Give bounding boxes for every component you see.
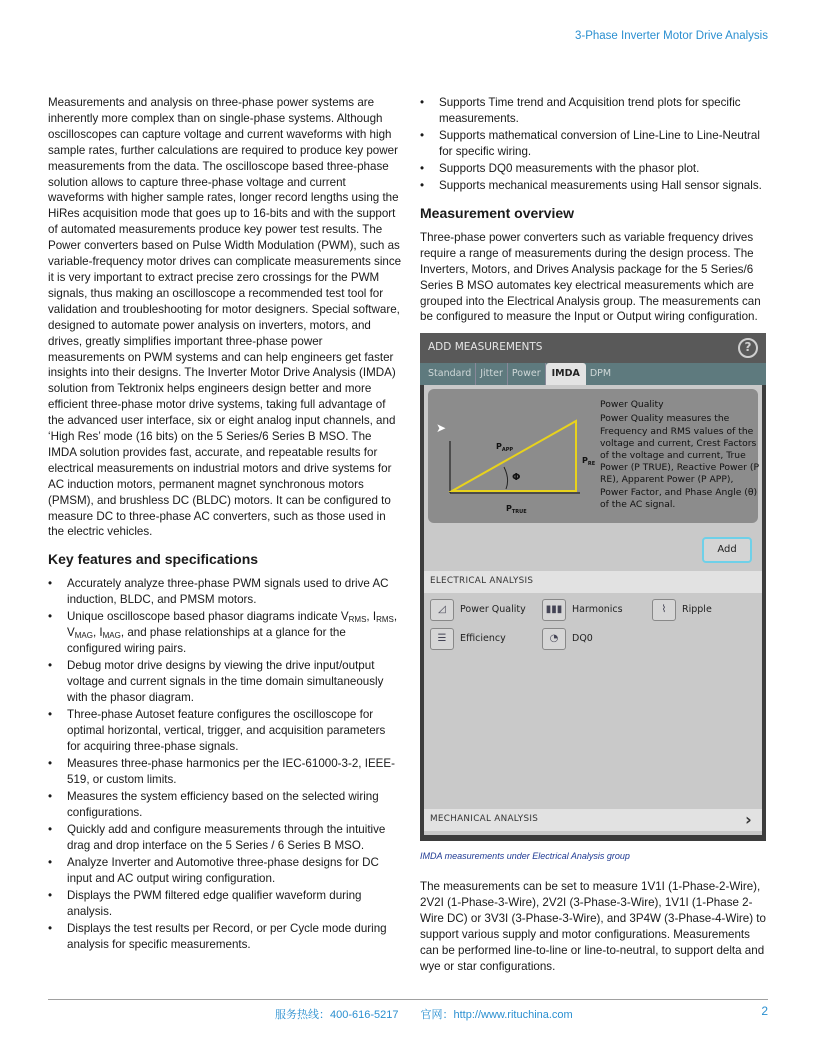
feature-item: • Debug motor drive designs by viewing the drive input/output voltage and current signals in the time domain simultaneously with the phasor diagram. — [48, 658, 402, 706]
feature-item: • Displays the test results per Record, or per Cycle mode during analysis for specific measurements. — [48, 921, 402, 953]
feature-text: , and phase relationships at a glance for the configured wiring pairs. — [67, 626, 346, 656]
mechanical-analysis-label: MECHANICAL ANALYSIS — [430, 814, 539, 825]
add-measurements-screenshot — [420, 333, 766, 841]
description-text: Power Quality measures the Frequency and RMS values of the voltage and current, Crest Factors of the voltage and current, True Power (P TRUE), Reactive Power (P RE), Apparent Power (P APP), Power Factor, and Phase Angle (θ) of the AC signal. — [600, 413, 759, 510]
tab-standard[interactable]: Standard — [424, 363, 476, 385]
help-icon[interactable]: ? — [738, 338, 758, 358]
feature-item: • Displays the PWM filtered edge qualifier waveform during analysis. — [48, 888, 402, 920]
feature-item: • Quickly add and configure measurements through the intuitive drag and drop interface on the 5 Series / 6 Series B MSO. — [48, 822, 402, 854]
key-features-heading: Key features and specifications — [48, 551, 259, 568]
footer-divider — [48, 999, 768, 1000]
harmonics-icon: ▮▮▮ — [542, 599, 566, 621]
running-header: 3-Phase Inverter Motor Drive Analysis — [574, 30, 768, 42]
description-box — [428, 389, 758, 523]
measurement-label: Efficiency — [460, 633, 506, 645]
measurement-label: Power Quality — [460, 604, 526, 616]
dialog-titlebar — [420, 333, 766, 363]
power-triangle-diagram — [428, 389, 598, 523]
features-list — [48, 576, 402, 953]
feature-text: , I — [366, 610, 377, 624]
mouse-cursor-icon: ➤ — [436, 421, 447, 436]
measurement-harmonics[interactable] — [542, 599, 623, 621]
measurement-efficiency[interactable] — [430, 628, 506, 650]
measurement-label: Ripple — [682, 604, 712, 616]
support-item: • Supports mathematical conversion of Line-Line to Line-Neutral for specific wiring. — [420, 128, 768, 160]
feature-item: • Accurately analyze three-phase PWM signals used to drive AC induction, BLDC, and PMSM motors. — [48, 576, 402, 608]
measurement-power-quality[interactable] — [430, 599, 526, 621]
right-column — [420, 95, 768, 975]
electrical-analysis-header[interactable]: ELECTRICAL ANALYSIS — [424, 571, 762, 593]
feature-item: • Analyze Inverter and Automotive three-phase designs for DC input and AC output wiring configuration. — [48, 855, 402, 887]
page-number: 2 — [761, 1004, 768, 1018]
measurement-tabs — [420, 363, 766, 385]
description-title: Power Quality — [600, 399, 664, 411]
subscript: RMS — [348, 615, 367, 625]
overview-paragraph: Three-phase power converters such as variable frequency drives require a range of measurements during the design process. The Inverters, Motors, and Drives Analysis package for the 5 Series/6 Series B MSO automates key electrical measurements which are grouped into the Electrical Analysis group. The measurements can be configured to measure the Input or Output wiring configuration. — [420, 230, 761, 324]
mechanical-analysis-header[interactable] — [424, 809, 762, 831]
subscript: MAG — [74, 631, 93, 641]
support-item: • Supports mechanical measurements using Hall sensor signals. — [420, 178, 768, 194]
measurement-overview-heading: Measurement overview — [420, 205, 575, 221]
phi-label: Φ — [512, 472, 521, 484]
left-column — [48, 95, 402, 954]
intro-paragraph: Measurements and analysis on three-phase power systems are inherently more complex than on single-phase systems. Although oscilloscopes can capture voltage and current waveforms with high sample rates, further calculations are required to produce key power measurements from the data. The oscilloscope based three-phase solution allows to capture three-phase voltage and current waveforms with higher sample rates, longer record lengths using the HiRes acquisition mode that goes up to 16-bits and with the support of automated measurements produce key power test results. The Power converters based on Pulse Width Modulation (PWM), such as variable-frequency motor drives can complicate measurements since it is very important to extract precise zero crossings for the PWM signals, thus making an oscilloscope a recommended test tool for validation and troubleshooting for motor designers. Special software, designed to automate power analysis on inverters, motors, and drives, greatly simplifies important three-phase power measurements on PWM systems and can help engineers get faster insights into their designs. The Inverter Motor Drive Analysis (IMDA) solution from Tektronix helps engineers design better and more efficient three-phase motor drive systems, taking full advantage of the advanced user interface, six or eight analog input channels, and ‘High Res’ mode (16 bits) on the 5 Series/6 Series B MSO. The IMDA solution provides fast, accurate, and repeatable results for electrical measurements on industrial motors and drive systems for AC induction motors, permanent magnet synchronous motors (PMSM), and brushless DC (BLDC) motors. It can be configured to measure DC to three-phase AC converters, such as those used in the electric vehicles. — [48, 96, 402, 539]
tab-imda[interactable]: IMDA — [546, 363, 586, 385]
measurement-ripple[interactable] — [652, 599, 712, 621]
dq0-icon: ◔ — [542, 628, 566, 650]
p-true-label: $P_{TRUE}$ — [506, 504, 527, 516]
support-item: • Supports Time trend and Acquisition trend plots for specific measurements. — [420, 95, 768, 127]
add-button[interactable]: Add — [702, 537, 752, 563]
measurement-label: DQ0 — [572, 633, 593, 645]
p-app-label: $P_{APP}$ — [496, 442, 514, 454]
imda-panel — [424, 385, 762, 835]
chevron-right-icon[interactable]: › — [745, 810, 752, 830]
wiring-paragraph: The measurements can be set to measure 1V1I (1-Phase-2-Wire), 2V2I (1-Phase-3-Wire), 2V2I (3-Phase-3-Wire), 1V1I (1-Phase 2-Wire DC) or 3V3I (3-Phase-3-Wire), and 3P4W (3-Phase-4-Wire) to support various supply and motor configurations. Measurements can be performed line-to-line or line-to-neutral, to support delta and wye or star configurations. — [420, 880, 766, 973]
support-list — [420, 95, 768, 194]
support-item: • Supports DQ0 measurements with the phasor plot. — [420, 161, 768, 177]
tab-jitter[interactable]: Jitter — [476, 363, 508, 385]
measurement-dq0[interactable] — [542, 628, 593, 650]
ripple-icon: ⌇ — [652, 599, 676, 621]
feature-item: • Three-phase Autoset feature configures the oscilloscope for optimal horizontal, vertical, trigger, and acquisition parameters for acquiring three-phase signals. — [48, 707, 402, 755]
p-re-label: $P_{RE}$ — [582, 456, 596, 468]
phase-angle-arc — [504, 467, 508, 489]
figure-caption: IMDA measurements under Electrical Analysis group — [420, 851, 630, 862]
footer-contact: 服务热线：400-616-5217 官网：http://www.rituchina.com — [275, 1009, 573, 1021]
dialog-title: ADD MEASUREMENTS — [428, 341, 543, 354]
feature-text: , V — [67, 610, 398, 640]
feature-text: , I — [92, 626, 103, 640]
feature-item: • Measures three-phase harmonics per the IEC-61000-3-2, IEEE-519, or custom limits. — [48, 756, 402, 788]
measurement-label: Harmonics — [572, 604, 623, 616]
tab-dpm[interactable]: DPM — [589, 368, 612, 380]
feature-item — [48, 609, 402, 657]
power-quality-icon: ◿ — [430, 599, 454, 621]
efficiency-icon: ☰ — [430, 628, 454, 650]
tab-power[interactable]: Power — [508, 363, 546, 385]
feature-item: • Measures the system efficiency based on the selected wiring configurations. — [48, 789, 402, 821]
feature-text: Unique oscilloscope based phasor diagrams indicate V — [67, 610, 349, 624]
subscript: RMS — [376, 615, 394, 625]
subscript: MAG — [102, 631, 121, 641]
